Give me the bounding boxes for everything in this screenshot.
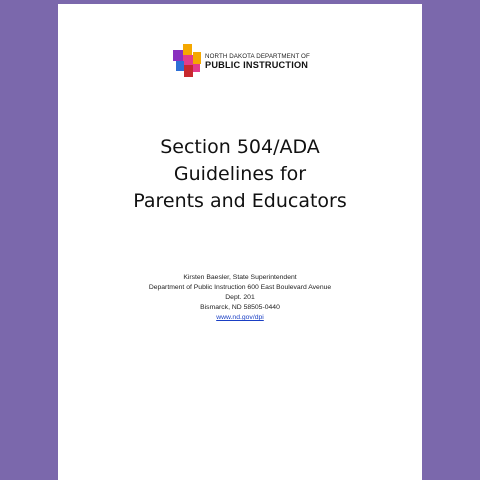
- address-line: Department of Public Instruction 600 East Boulevard Avenue: [148, 284, 332, 291]
- ndpi-logo: [172, 44, 312, 78]
- title-line-3: Parents and Educators: [133, 190, 347, 212]
- superintendent-line: Kirsten Baesler, State Superintendent: [183, 274, 297, 281]
- contact-block: [58, 273, 422, 323]
- logo-department-text: NORTH DAKOTA DEPARTMENT OF: [205, 53, 310, 60]
- title-line-2: Guidelines for: [173, 163, 307, 185]
- colorful-block-logo-icon: [172, 44, 202, 78]
- title-line-1: Section 504/ADA: [160, 136, 320, 158]
- document-title: [58, 134, 422, 215]
- document-page: [58, 4, 422, 480]
- dept-line: Dept. 201: [225, 294, 255, 301]
- logo-agency-text: PUBLIC INSTRUCTION: [205, 60, 309, 70]
- website-link[interactable]: www.nd.gov/dpi: [216, 314, 264, 321]
- city-line: Bismarck, ND 58505-0440: [200, 304, 280, 311]
